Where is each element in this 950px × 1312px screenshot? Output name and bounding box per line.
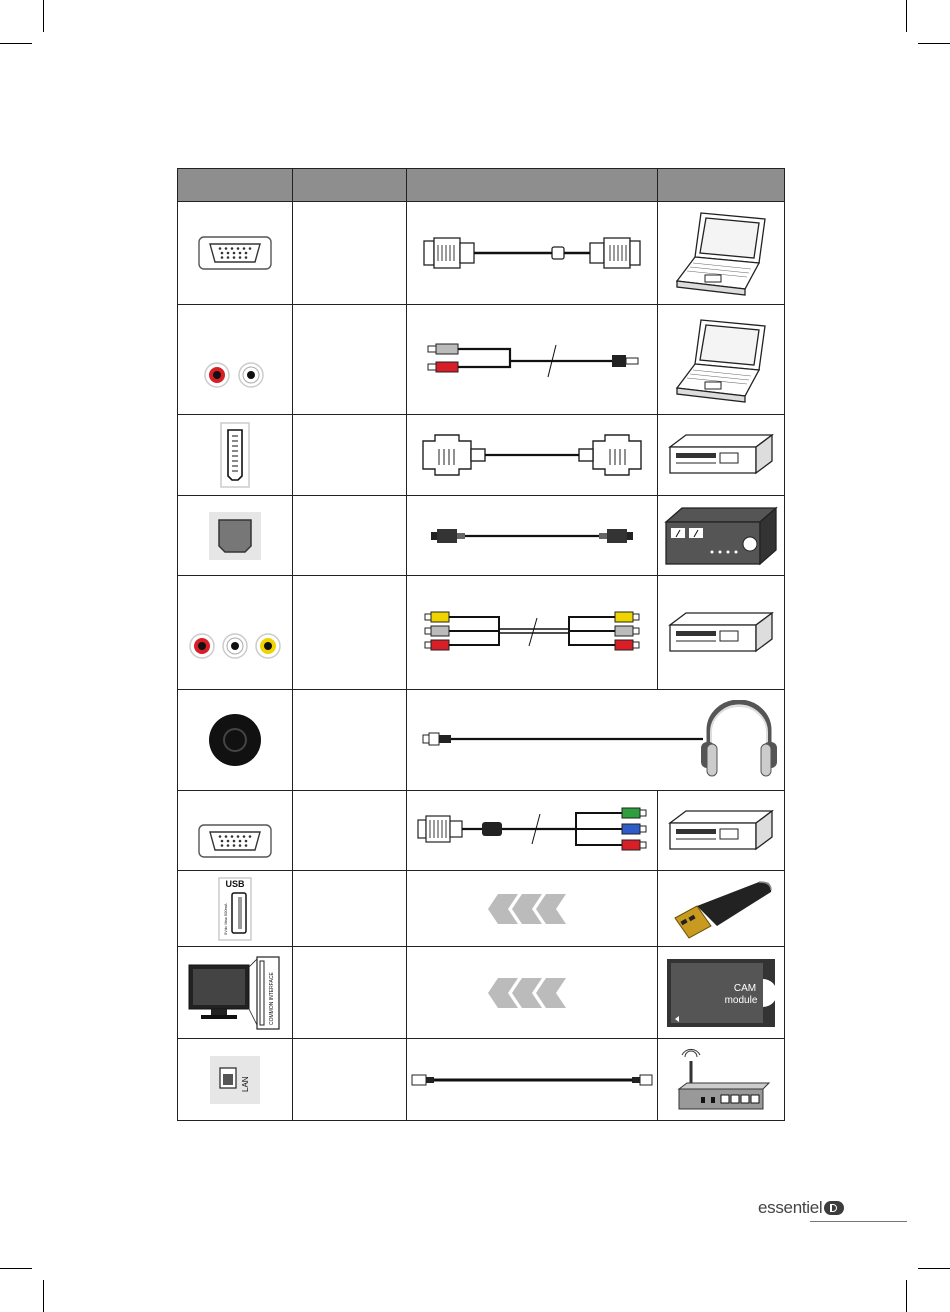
cam-module-icon <box>658 947 785 1039</box>
type-cell <box>293 576 407 690</box>
table-row <box>178 305 785 415</box>
usb-port-icon <box>178 871 293 947</box>
amplifier-icon <box>658 496 785 576</box>
vga-cable-icon <box>407 202 658 305</box>
rca-av-cable-icon <box>407 576 658 690</box>
optical-port-icon <box>178 496 293 576</box>
insert-arrows-icon <box>407 947 658 1039</box>
cam-label-line2: module <box>724 994 758 1006</box>
crop-mark <box>906 1280 907 1312</box>
headphone-cable-icon <box>407 690 785 791</box>
type-cell <box>293 496 407 576</box>
crop-mark <box>43 0 44 32</box>
lan-port-icon <box>178 1039 293 1121</box>
header-cables <box>407 169 658 202</box>
insert-arrows-icon <box>407 871 658 947</box>
usb-rating-label: 5Vdc Max 500mA <box>223 902 228 935</box>
crop-mark <box>906 0 907 32</box>
rca-audio-ports-icon <box>178 305 293 415</box>
usb-port-label: USB <box>225 878 245 889</box>
ci-slot-label: COMMON INTERFACE <box>269 971 275 1025</box>
rca-av-ports-icon <box>178 576 293 690</box>
divider <box>810 1221 907 1222</box>
header-device <box>658 169 785 202</box>
crop-mark <box>918 43 950 44</box>
table-row <box>178 496 785 576</box>
rca-minijack-cable-icon <box>407 305 658 415</box>
crop-mark <box>0 1268 32 1269</box>
type-cell <box>293 947 407 1039</box>
crop-mark <box>0 43 32 44</box>
table-row <box>178 415 785 496</box>
vga-port-icon <box>178 791 293 871</box>
type-cell <box>293 871 407 947</box>
dvd-player-icon <box>658 791 785 871</box>
type-cell <box>293 690 407 791</box>
type-cell <box>293 202 407 305</box>
dvd-player-icon <box>658 415 785 496</box>
connections-table <box>177 168 785 1121</box>
hdmi-cable-icon <box>407 415 658 496</box>
router-icon <box>658 1039 785 1121</box>
crop-mark <box>918 1268 950 1269</box>
vga-port-icon <box>178 202 293 305</box>
tv-ci-slot-icon <box>178 947 293 1039</box>
optical-cable-icon <box>407 496 658 576</box>
brand-name: essentiel <box>758 1198 823 1217</box>
laptop-icon <box>658 305 785 415</box>
table-row <box>178 202 785 305</box>
type-cell <box>293 791 407 871</box>
usb-stick-icon <box>658 871 785 947</box>
ethernet-cable-icon <box>407 1039 658 1121</box>
header-type <box>293 169 407 202</box>
header-connector <box>178 169 293 202</box>
vga-component-cable-icon <box>407 791 658 871</box>
table-row <box>178 690 785 791</box>
headphone-jack-icon <box>178 690 293 791</box>
crop-mark <box>43 1280 44 1312</box>
type-cell <box>293 415 407 496</box>
brand-logo <box>758 1198 844 1218</box>
table-row <box>178 791 785 871</box>
cam-label-line1: CAM <box>733 982 757 994</box>
brand-badge-icon <box>824 1201 844 1215</box>
hdmi-port-icon <box>178 415 293 496</box>
dvd-player-icon <box>658 576 785 690</box>
table-header-row <box>178 169 785 202</box>
lan-port-label: LAN <box>241 1075 250 1092</box>
table-row <box>178 871 785 947</box>
type-cell <box>293 305 407 415</box>
type-cell <box>293 1039 407 1121</box>
table-row <box>178 1039 785 1121</box>
table-row <box>178 947 785 1039</box>
table-row <box>178 576 785 690</box>
laptop-icon <box>658 202 785 305</box>
